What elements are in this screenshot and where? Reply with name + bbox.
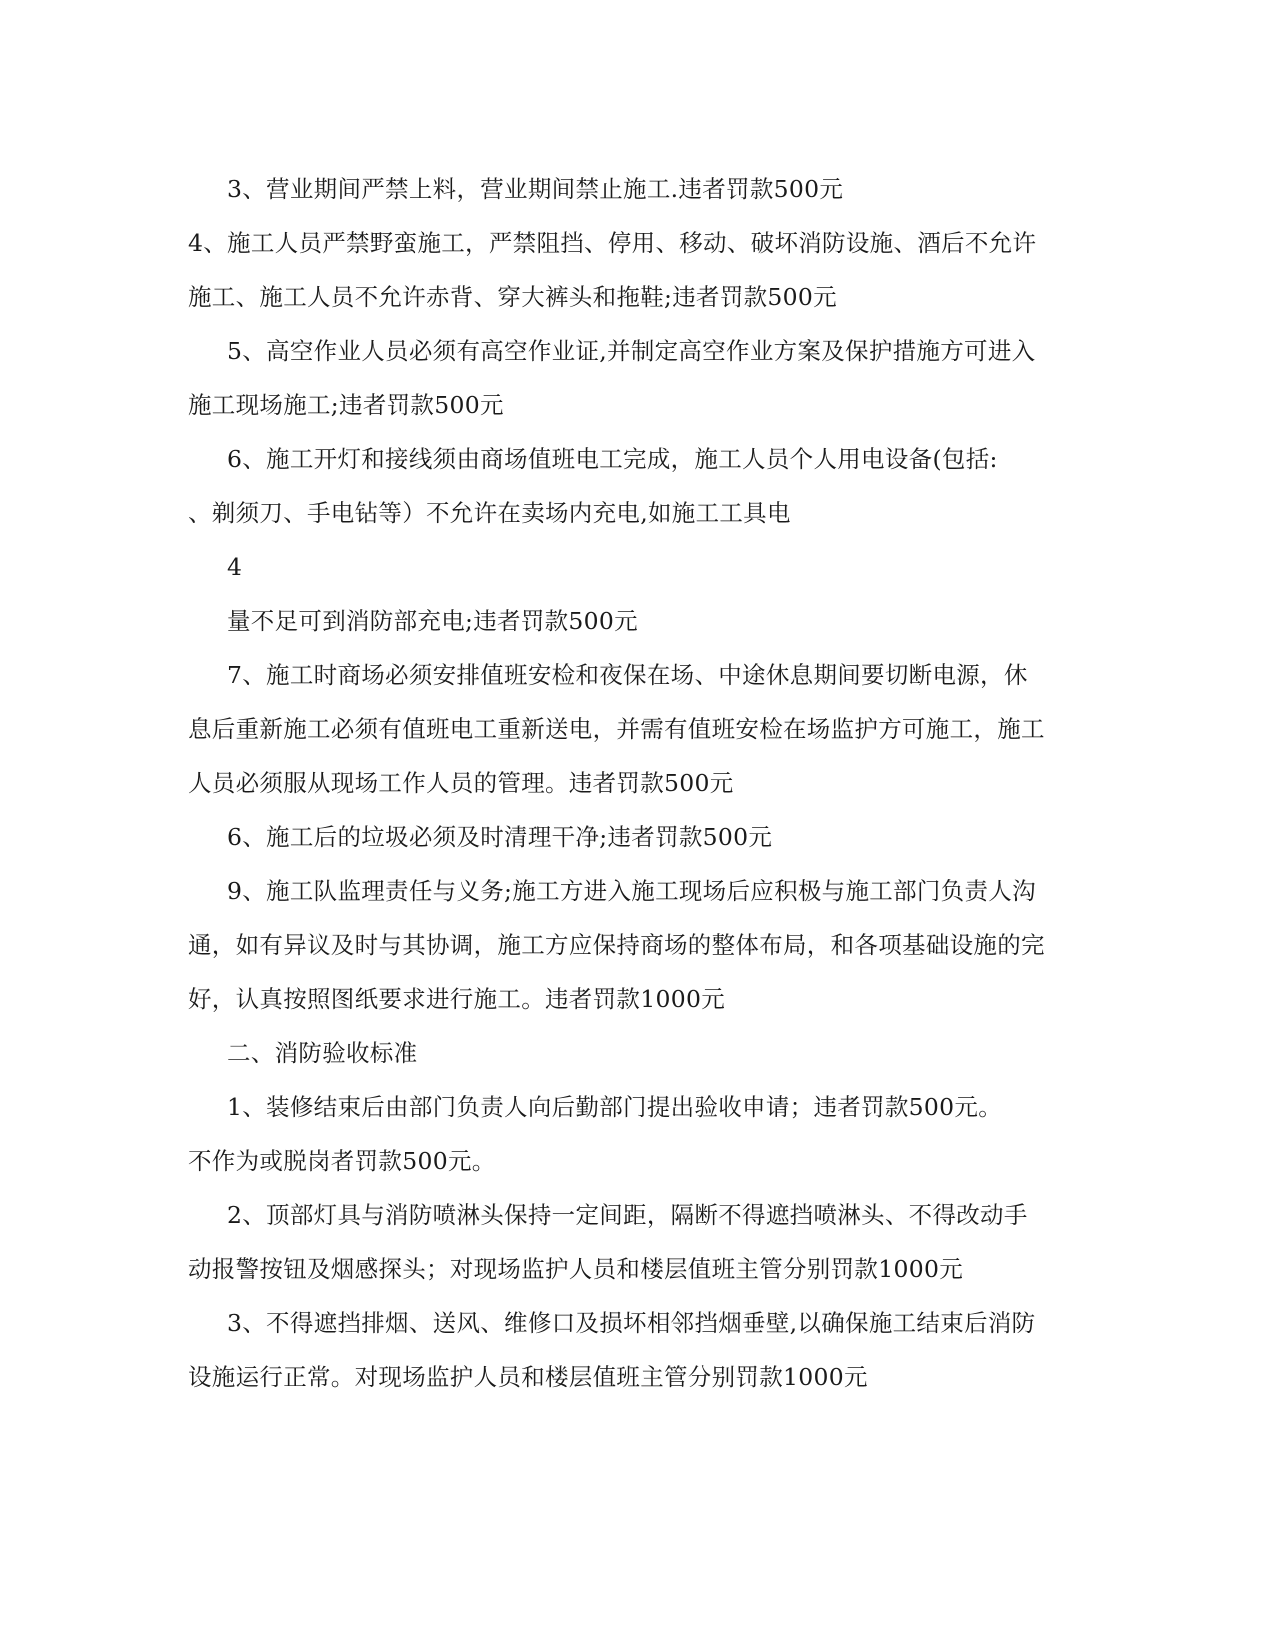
rule-line: 动报警按钮及烟感探头；对现场监护人员和楼层值班主管分别罚款1000元 [188, 1255, 964, 1283]
rule-line: 不作为或脱岗者罚款500元。 [188, 1147, 496, 1175]
rule-line: 息后重新施工必须有值班电工重新送电，并需有值班安检在场监护方可施工，施工 [188, 715, 1045, 743]
page-number: 4 [227, 553, 243, 581]
rule-line: 6、施工后的垃圾必须及时清理干净;违者罚款500元 [227, 823, 773, 851]
rule-line: 施工、施工人员不允许赤背、穿大裤头和拖鞋;违者罚款500元 [188, 283, 837, 311]
rule-line: 通，如有异议及时与其协调，施工方应保持商场的整体布局，和各项基础设施的完 [188, 931, 1045, 959]
rule-line: 、剃须刀、手电钻等）不允许在卖场内充电,如施工工具电 [188, 499, 791, 527]
rule-line: 2、顶部灯具与消防喷淋头保持一定间距，隔断不得遮挡喷淋头、不得改动手 [227, 1201, 1028, 1229]
rule-line: 4、施工人员严禁野蛮施工，严禁阻挡、停用、移动、破坏消防设施、酒后不允许 [188, 229, 1037, 257]
rule-line: 5、高空作业人员必须有高空作业证,并制定高空作业方案及保护措施方可进入 [227, 337, 1036, 365]
rule-line: 量不足可到消防部充电;违者罚款500元 [227, 607, 638, 635]
rule-line: 9、施工队监理责任与义务;施工方进入施工现场后应积极与施工部门负责人沟 [227, 877, 1036, 905]
rule-line: 6、施工开灯和接线须由商场值班电工完成，施工人员个人用电设备(包括: [227, 445, 998, 473]
rule-line: 3、营业期间严禁上料，营业期间禁止施工.违者罚款500元 [227, 175, 844, 203]
document-body [188, 162, 1088, 1404]
rule-line: 1、装修结束后由部门负责人向后勤部门提出验收申请；违者罚款500元。 [227, 1093, 1003, 1121]
section-heading: 二、消防验收标准 [227, 1039, 418, 1067]
rule-line: 好，认真按照图纸要求进行施工。违者罚款1000元 [188, 985, 726, 1013]
rule-line: 设施运行正常。对现场监护人员和楼层值班主管分别罚款1000元 [188, 1363, 868, 1391]
rule-line: 施工现场施工;违者罚款500元 [188, 391, 504, 419]
rule-line: 7、施工时商场必须安排值班安检和夜保在场、中途休息期间要切断电源，休 [227, 661, 1028, 689]
rule-line: 人员必须服从现场工作人员的管理。违者罚款500元 [188, 769, 734, 797]
rule-line: 3、不得遮挡排烟、送风、维修口及损坏相邻挡烟垂壁,以确保施工结束后消防 [227, 1309, 1036, 1337]
